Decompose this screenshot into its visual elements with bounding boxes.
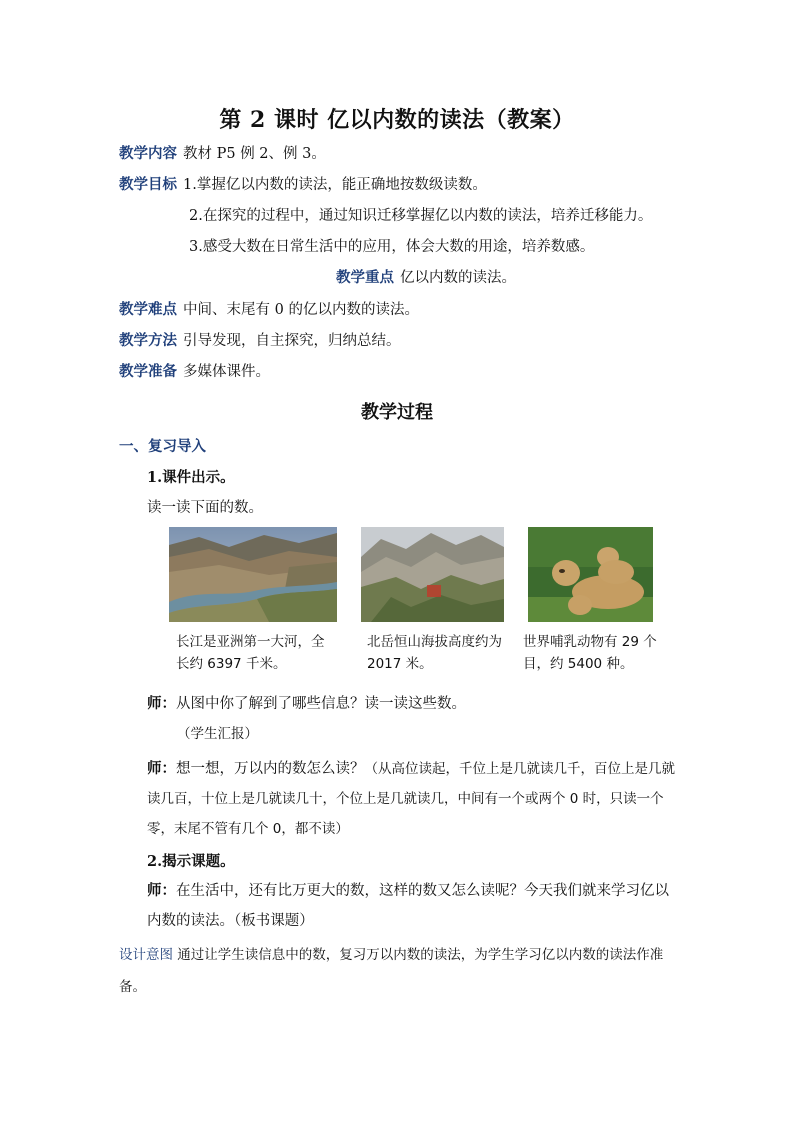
design-intent (119, 939, 677, 1003)
design-text: 通过让学生读信息中的数，复习万以内数的读法，为学生学习亿以内数的读法作准备。 (119, 947, 664, 995)
teacher-question-2-note: （从高位读起，千位上是几就读几千，百位上是几就读几百，十位上是几就读几十，个位上是几就读几，中间有一个或两个 0 时，只读一个零，末尾不管有几个 0，都不读） (147, 761, 675, 837)
goal-item-3: 3.感受大数在日常生活中的应用，体会大数的用途，培养数感。 (189, 239, 595, 255)
instruction: 读一读下面的数。 (147, 500, 263, 516)
lions-image (528, 527, 653, 622)
teacher-question-3-text: 在生活中，还有比万更大的数，这样的数又怎么读呢？今天我们就来学习亿以内数的读法。（板书课题） (147, 883, 669, 929)
difficulty-value: 中间、末尾有 0 的亿以内数的读法。 (183, 302, 419, 318)
step-2: 2.揭示课题。 (147, 853, 235, 870)
key-row (336, 268, 516, 288)
goal-item-2: 2.在探究的过程中，通过知识迁移掌握亿以内数的读法，培养迁移能力。 (189, 208, 653, 224)
difficulty-label: 教学难点 (119, 301, 177, 318)
river-photo (169, 527, 337, 622)
section-heading: 一、复习导入 (119, 438, 206, 455)
river-image (169, 527, 337, 622)
difficulty-row (119, 300, 419, 320)
method-label: 教学方法 (119, 332, 177, 349)
content-row (119, 144, 326, 164)
student-report: （学生汇报） (177, 726, 258, 742)
mountain-image (361, 527, 504, 622)
teacher-label: 师： (147, 760, 176, 777)
lions-photo (528, 527, 653, 622)
content-label: 教学内容 (119, 145, 177, 162)
caption-lions: 世界哺乳动物有 29 个目，约 5400 种。 (523, 634, 657, 672)
teacher-question-1-text: 从图中你了解到了哪些信息？读一读这些数。 (176, 696, 466, 712)
key-label: 教学重点 (336, 269, 394, 286)
prep-row (119, 362, 270, 382)
goal-item-1: 1.掌握亿以内数的读法，能正确地按数级读数。 (183, 177, 487, 193)
goal-row (119, 175, 487, 195)
caption-river: 长江是亚洲第一大河，全长约 6397 千米。 (176, 634, 325, 672)
goal-label: 教学目标 (119, 176, 177, 193)
method-row (119, 331, 401, 351)
content-value: 教材 P5 例 2、例 3。 (183, 146, 326, 162)
caption-mountain: 北岳恒山海拔高度约为 2017 米。 (367, 634, 502, 672)
prep-value: 多媒体课件。 (183, 364, 270, 380)
mountain-photo (361, 527, 504, 622)
key-value: 亿以内数的读法。 (400, 270, 516, 286)
teacher-question-3 (147, 876, 677, 936)
page-title: 第 2 课时 亿以内数的读法（教案） (219, 107, 575, 133)
process-title: 教学过程 (361, 402, 433, 423)
step-1: 1.课件出示。 (147, 469, 235, 486)
teacher-question-1 (147, 694, 466, 714)
design-label: 设计意图 (119, 947, 173, 963)
prep-label: 教学准备 (119, 363, 177, 380)
teacher-label: 师： (147, 695, 176, 712)
teacher-question-2 (147, 754, 677, 844)
teacher-question-2-main: 想一想，万以内的数怎么读？ (176, 761, 365, 777)
method-value: 引导发现，自主探究，归纳总结。 (183, 333, 401, 349)
teacher-label: 师： (147, 882, 176, 899)
